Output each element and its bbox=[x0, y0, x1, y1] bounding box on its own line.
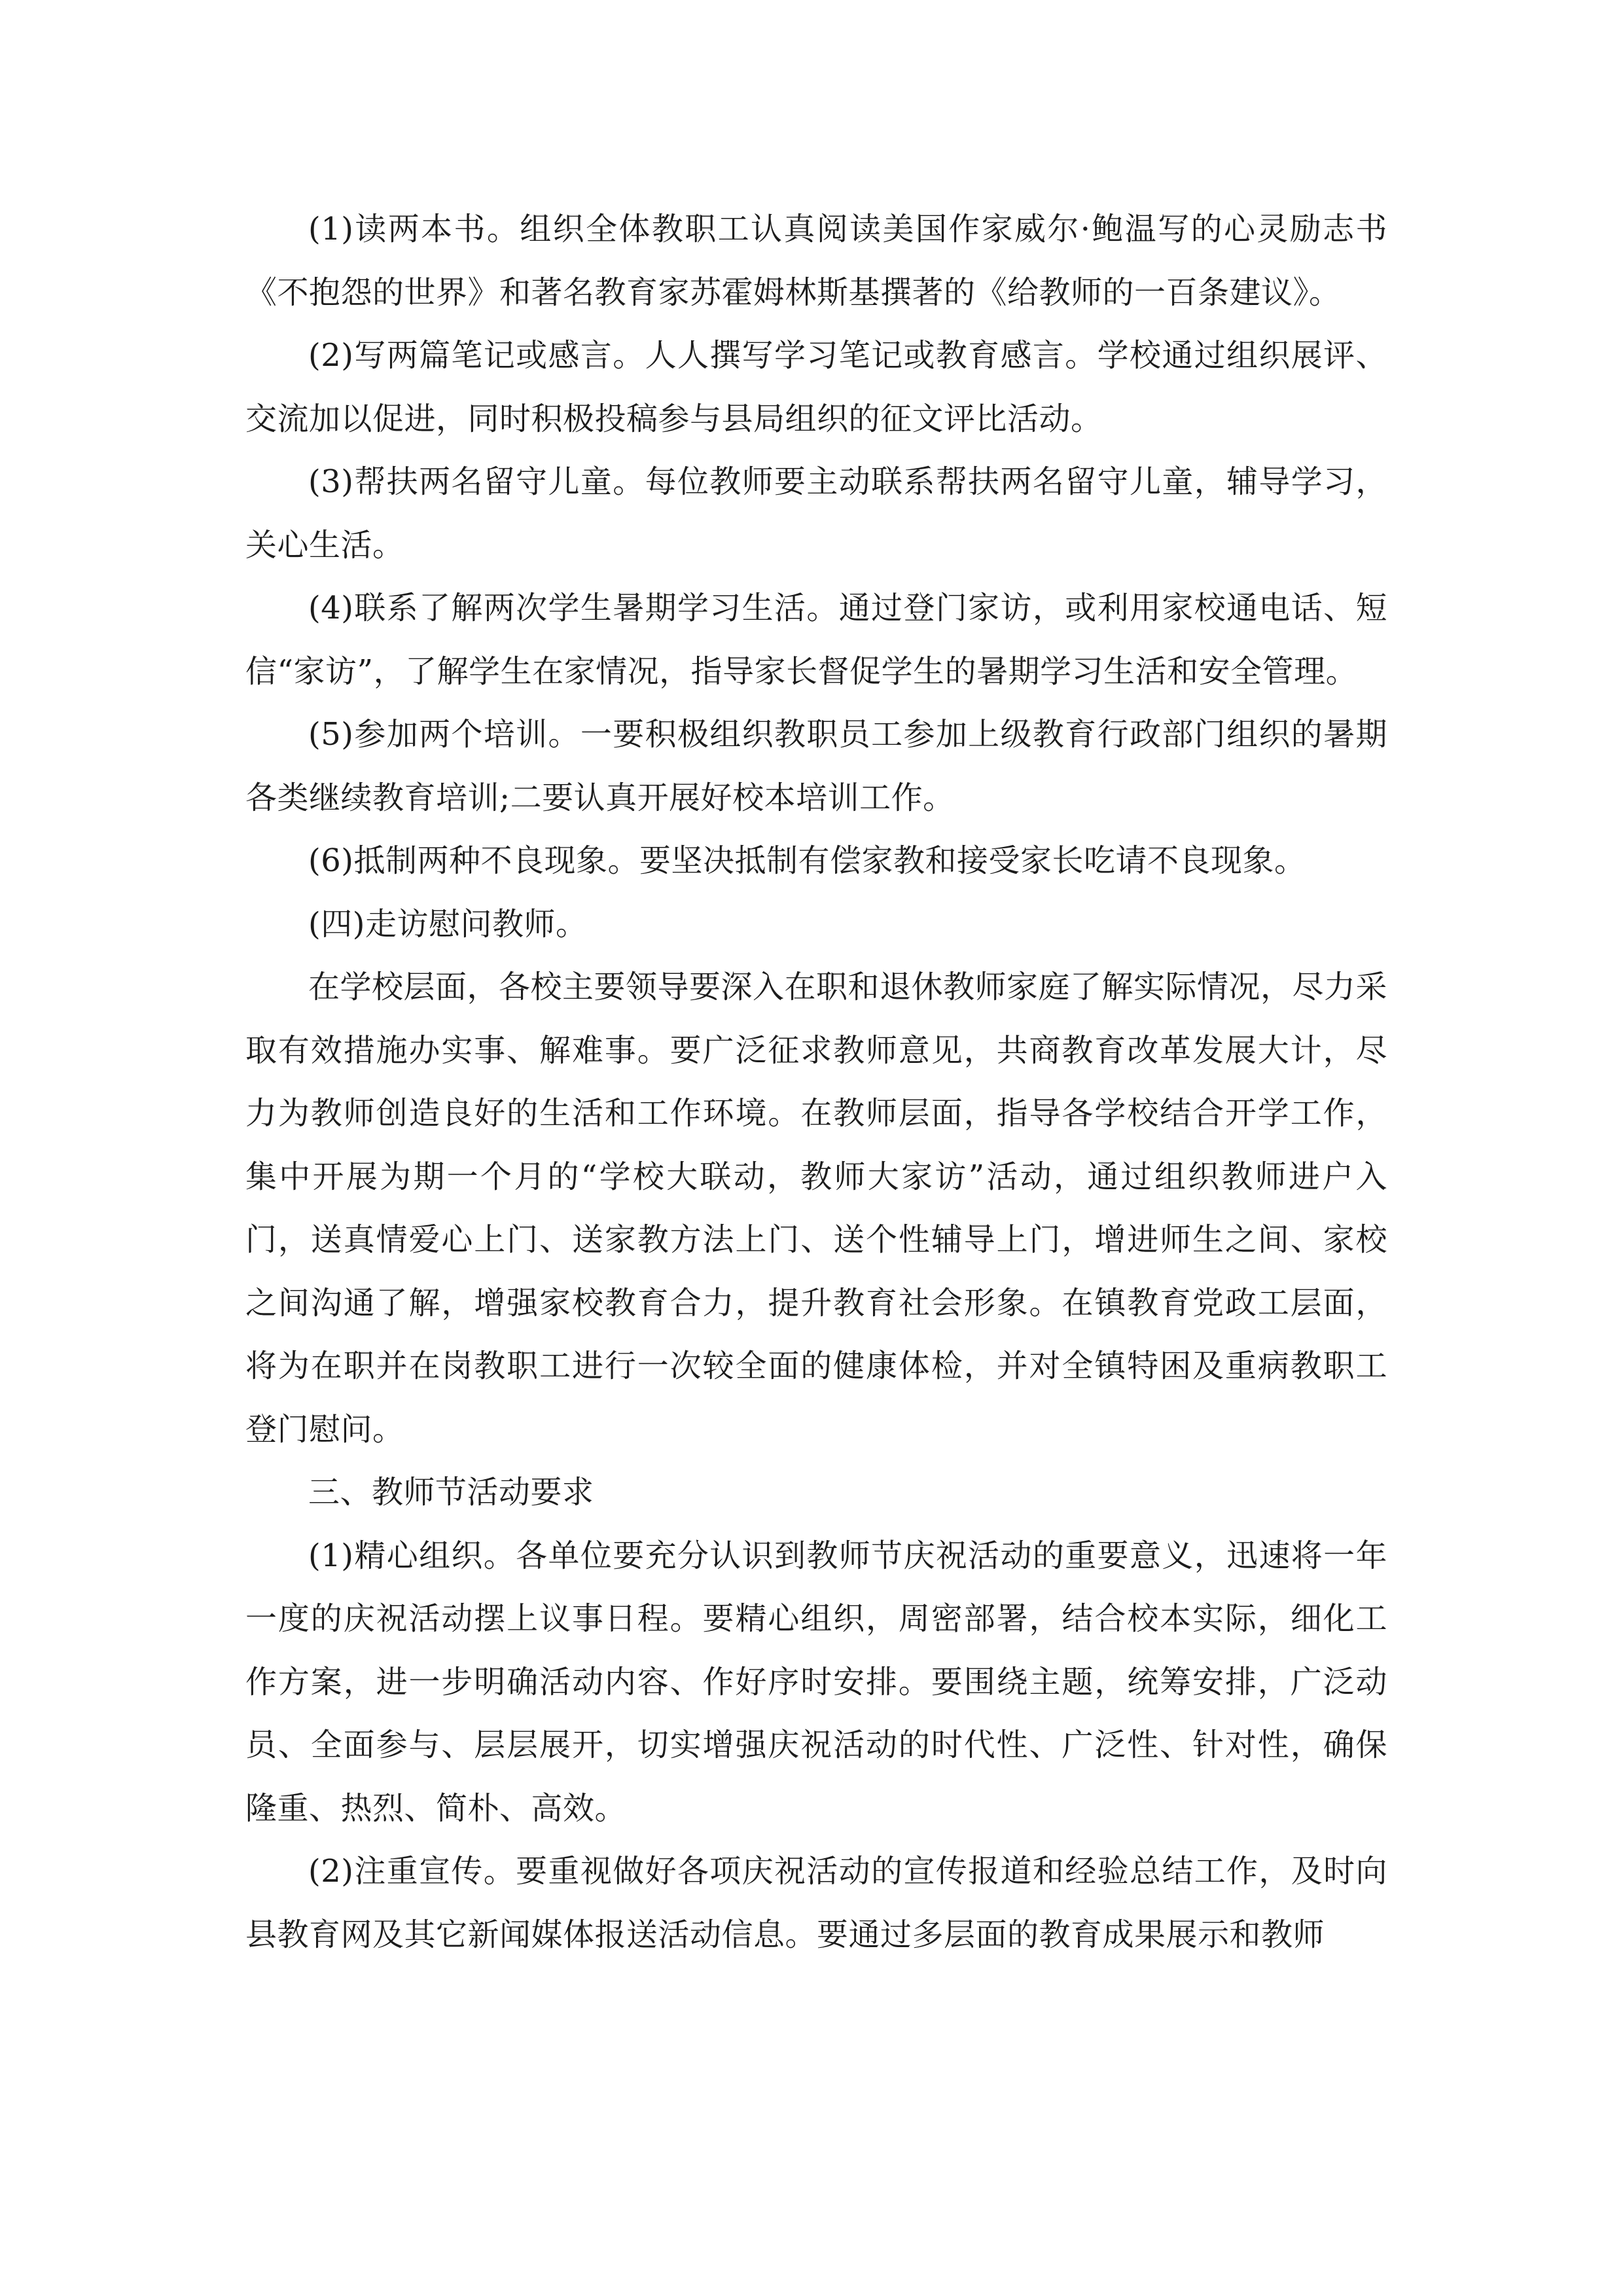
document-body bbox=[245, 198, 1387, 1966]
paragraph-read-two-books: (1)读两本书。组织全体教职工认真阅读美国作家威尔·鲍温写的心灵励志书《不抱怨的世界》和著名教育家苏霍姆林斯基撰著的《给教师的一百条建议》。 bbox=[245, 211, 1387, 311]
paragraph-careful-organization: (1)精心组织。各单位要充分认识到教师节庆祝活动的重要意义，迅速将一年一度的庆祝活动摆上议事日程。要精心组织，周密部署，结合校本实际，细化工作方案，进一步明确活动内容、作好序时安排。要围绕主题，统筹安排，广泛动员、全面参与、层层展开，切实增强庆祝活动的时代性、广泛性、针对性，确保隆重、热烈、简朴、高效。 bbox=[245, 1537, 1387, 1827]
paragraph-help-left-behind-children: (3)帮扶两名留守儿童。每位教师要主动联系帮扶两名留守儿童，辅导学习，关心生活。 bbox=[245, 463, 1387, 564]
paragraph-attend-training: (5)参加两个培训。一要积极组织教职员工参加上级教育行政部门组织的暑期各类继续教育培训;二要认真开展好校本培训工作。 bbox=[245, 716, 1387, 816]
paragraph-write-two-notes: (2)写两篇笔记或感言。人人撰写学习笔记或教育感言。学校通过组织展评、交流加以促进，同时积极投稿参与县局组织的征文评比活动。 bbox=[245, 337, 1387, 437]
paragraph-contact-students: (4)联系了解两次学生暑期学习生活。通过登门家访，或利用家校通电话、短信“家访”，了解学生在家情况，指导家长督促学生的暑期学习生活和安全管理。 bbox=[245, 590, 1387, 690]
paragraph-publicity: (2)注重宣传。要重视做好各项庆祝活动的宣传报道和经验总结工作，及时向县教育网及其它新闻媒体报送活动信息。要通过多层面的教育成果展示和教师 bbox=[245, 1853, 1387, 1953]
subheading-visit-teachers: (四)走访慰问教师。 bbox=[308, 905, 588, 942]
paragraph-resist-bad-practices: (6)抵制两种不良现象。要坚决抵制有偿家教和接受家长吃请不良现象。 bbox=[308, 842, 1306, 879]
section-heading-requirements: 三、教师节活动要求 bbox=[308, 1474, 594, 1511]
paragraph-visit-teachers-detail: 在学校层面，各校主要领导要深入在职和退休教师家庭了解实际情况，尽力采取有效措施办实事、解难事。要广泛征求教师意见，共商教育改革发展大计，尽力为教师创造良好的生活和工作环境。在教师层面，指导各学校结合开学工作，集中开展为期一个月的“学校大联动，教师大家访”活动，通过组织教师进户入门，送真情爱心上门、送家教方法上门、送个性辅导上门，增进师生之间、家校之间沟通了解，增强家校教育合力，提升教育社会形象。在镇教育党政工层面，将为在职并在岗教职工进行一次较全面的健康体检，并对全镇特困及重病教职工登门慰问。 bbox=[245, 969, 1388, 1448]
